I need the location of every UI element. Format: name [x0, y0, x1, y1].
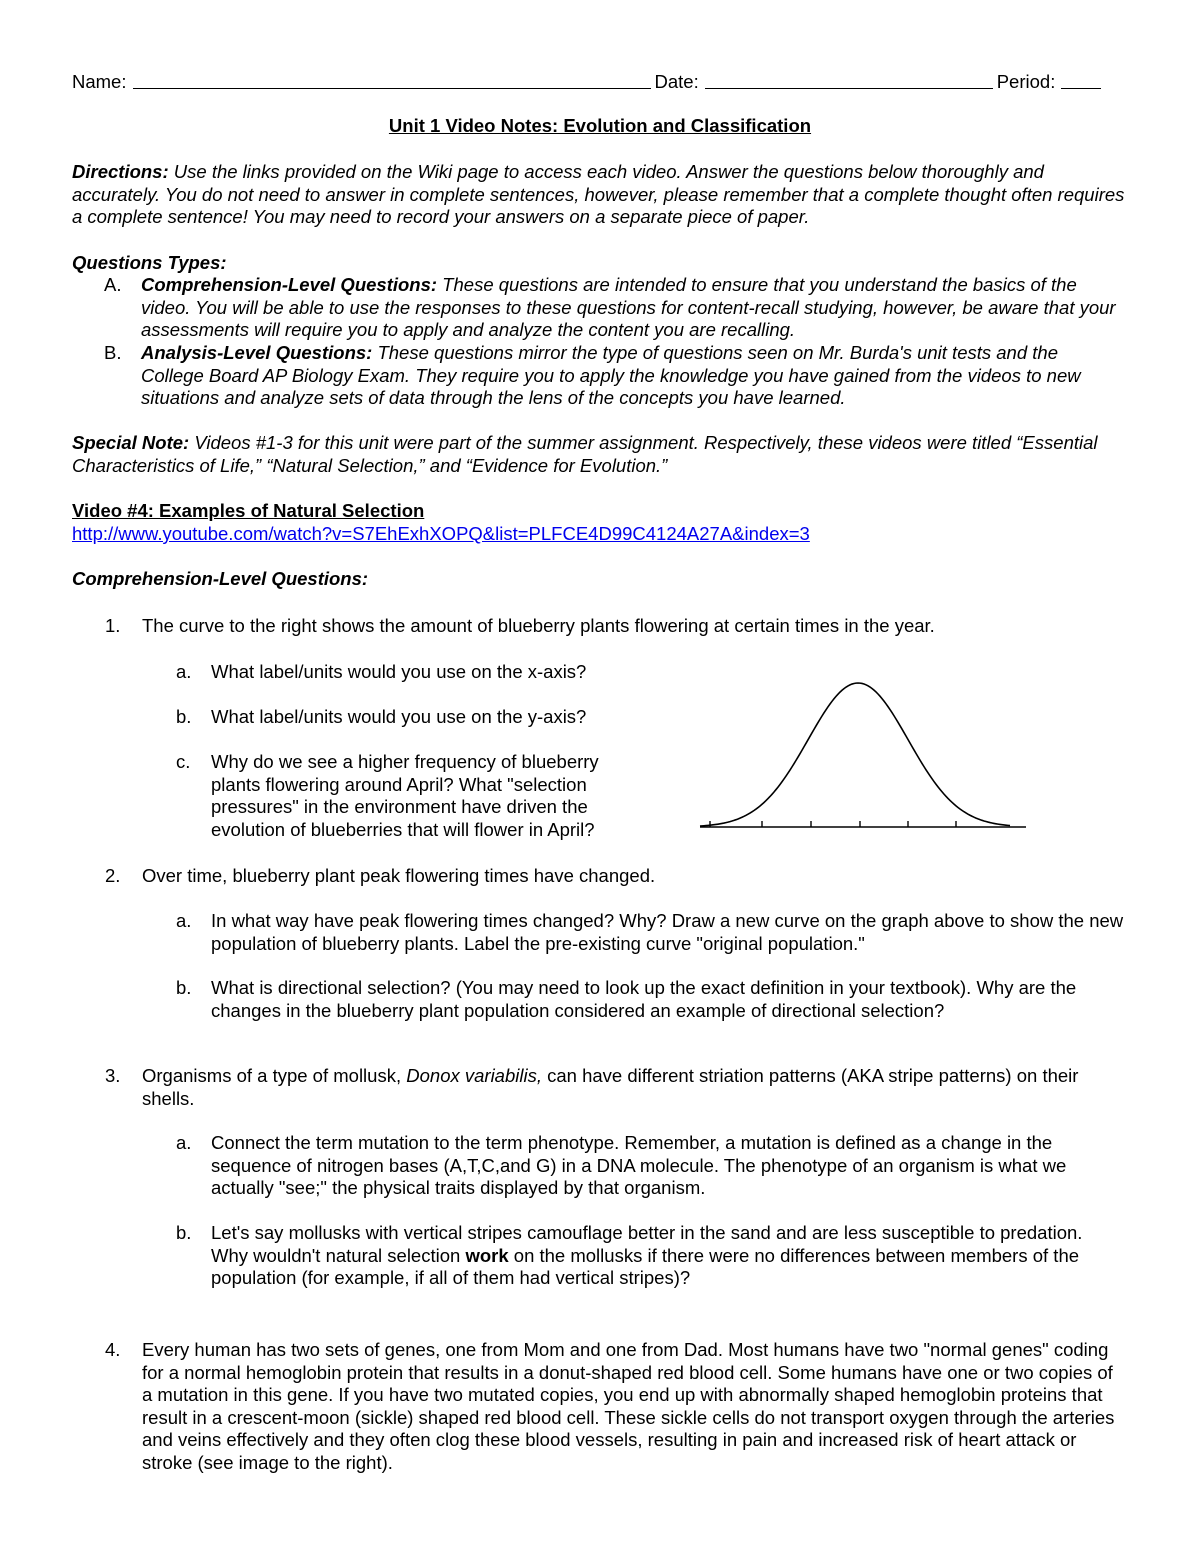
name-blank[interactable]	[133, 70, 651, 89]
name-label: Name:	[72, 70, 127, 92]
question-3b	[176, 1222, 1116, 1290]
subquestion-text	[211, 1222, 1116, 1290]
subquestion-text-after: on the mollusks if there were no differences between members of the population (for example, if all of them had vertical stripes)?	[211, 1244, 1080, 1288]
bell-curve	[700, 683, 1010, 826]
x-axis-ticks	[710, 821, 956, 827]
subquestion-letter: b.	[176, 977, 192, 998]
question-text	[142, 1065, 1105, 1110]
question-type-text	[141, 274, 1124, 342]
directions-label: Directions:	[72, 161, 169, 182]
question-2	[105, 865, 1125, 888]
question-type-desc: These questions are intended to ensure that you understand the basics of the video. You will be able to use the responses to these questions for content-recall studying, however, be aware that your assessments will require you to apply and analyze the content you are recalling.	[141, 274, 1116, 340]
question-number: 2.	[105, 865, 121, 886]
question-type-a	[104, 274, 1124, 342]
question-type-desc: These questions mirror the type of questions seen on Mr. Burda's unit tests and the College Board AP Biology Exam. They require you to apply the knowledge you have gained from the videos to new situations and analyze sets of data through the lens of the concepts you have learned.	[141, 342, 1081, 408]
subquestion-text: Connect the term mutation to the term phenotype. Remember, a mutation is defined as a change in the sequence of nitrogen bases (A,T,C,and G) in a DNA molecule. The phenotype of an organism is what we actually "see;" the physical traits displayed by that organism.	[211, 1132, 1067, 1198]
subquestion-letter: a.	[176, 1132, 192, 1153]
subquestion-letter: c.	[176, 751, 191, 772]
question-2a	[176, 910, 1126, 955]
page-title: Unit 1 Video Notes: Evolution and Classification	[388, 115, 812, 136]
header-line	[72, 70, 1130, 93]
question-3a	[176, 1132, 1131, 1200]
question-type-label: Analysis-Level Questions:	[141, 342, 373, 363]
question-number: 1.	[105, 615, 121, 636]
question-1	[105, 615, 1125, 638]
bell-curve-figure	[698, 675, 1030, 837]
question-number: 3.	[105, 1065, 121, 1086]
directions-text: Use the links provided on the Wiki page to access each video. Answer the questions below thoroughly and accurately. You do not need to answer in complete sentences, however, please remember that a complete thought often requires a complete sentence! You may need to record your answers on a separate piece of paper.	[72, 161, 1125, 227]
question-3	[105, 1065, 1105, 1110]
subquestion-text: What is directional selection? (You may need to look up the exact definition in your textbook). Why are the changes in the blueberry plant population considered an example of directional selection?	[211, 977, 1077, 1021]
question-type-text	[141, 342, 1124, 410]
question-text-before: Organisms of a type of mollusk,	[142, 1065, 407, 1086]
subquestion-text: What label/units would you use on the x-axis?	[211, 661, 587, 682]
question-type-label: Comprehension-Level Questions:	[141, 274, 438, 295]
question-1a	[176, 661, 636, 684]
period-label: Period:	[996, 70, 1056, 92]
question-1b	[176, 706, 636, 729]
list-marker: A.	[104, 274, 122, 295]
directions	[72, 161, 1132, 229]
date-label: Date:	[654, 70, 699, 92]
question-1c	[176, 751, 636, 841]
species-name: Donox variabilis,	[406, 1065, 542, 1086]
period-blank[interactable]	[1061, 70, 1101, 89]
subquestion-text-before: Let's say mollusks with vertical stripes camouflage better in the sand and are less susceptible to predation. Why wouldn't natural selection	[211, 1222, 1083, 1266]
emphasis-word: work	[465, 1244, 509, 1266]
subquestion-letter: b.	[176, 706, 192, 727]
special-note	[72, 432, 1132, 477]
comprehension-heading: Comprehension-Level Questions:	[72, 568, 369, 589]
subquestion-text: In what way have peak flowering times changed? Why? Draw a new curve on the graph above to show the new population of blueberry plants. Label the pre-existing curve "original population."	[211, 910, 1124, 954]
video4-link-row	[72, 523, 1132, 546]
special-note-label: Special Note:	[72, 432, 190, 453]
date-blank[interactable]	[705, 70, 993, 89]
question-2b	[176, 977, 1126, 1022]
question-types-heading: Questions Types:	[72, 252, 227, 273]
question-text: The curve to the right shows the amount of blueberry plants flowering at certain times in the year.	[142, 615, 935, 636]
video4-link[interactable]: http://www.youtube.com/watch?v=S7EhExhXOPQ&list=PLFCE4D99C4124A27A&index=3	[72, 523, 810, 544]
list-marker: B.	[104, 342, 122, 363]
special-note-text: Videos #1-3 for this unit were part of the summer assignment. Respectively, these videos were titled “Essential Characteristics of Life,” “Natural Selection,” and “Evidence for Evolution.”	[72, 432, 1098, 476]
subquestion-letter: a.	[176, 661, 192, 682]
subquestion-letter: b.	[176, 1222, 192, 1243]
subquestion-text: Why do we see a higher frequency of blueberry plants flowering around April? What "selection pressures" in the environment have driven the evolution of blueberries that will flower in April?	[211, 751, 599, 840]
question-type-b	[104, 342, 1124, 410]
question-4	[105, 1339, 1125, 1474]
subquestion-text: What label/units would you use on the y-axis?	[211, 706, 587, 727]
question-number: 4.	[105, 1339, 121, 1360]
question-text: Over time, blueberry plant peak flowering times have changed.	[142, 865, 656, 886]
video4-heading: Video #4: Examples of Natural Selection	[72, 500, 425, 521]
question-text-after: can have different striation patterns (AKA stripe patterns) on their shells.	[142, 1065, 1079, 1109]
subquestion-letter: a.	[176, 910, 192, 931]
question-text: Every human has two sets of genes, one from Mom and one from Dad. Most humans have two "normal genes" coding for a normal hemoglobin protein that results in a donut-shaped red blood cell. Some humans have one or two copies of a mutation in this gene. If you have two mutated copies, you end up with abnormally shaped hemoglobin proteins that result in a crescent-moon (sickle) shaped red blood cell. These sickle cells do not transport oxygen through the arteries and veins effectively and they often clog these blood vessels, resulting in pain and increased risk of heart attack or stroke (see image to the right).	[142, 1339, 1115, 1473]
